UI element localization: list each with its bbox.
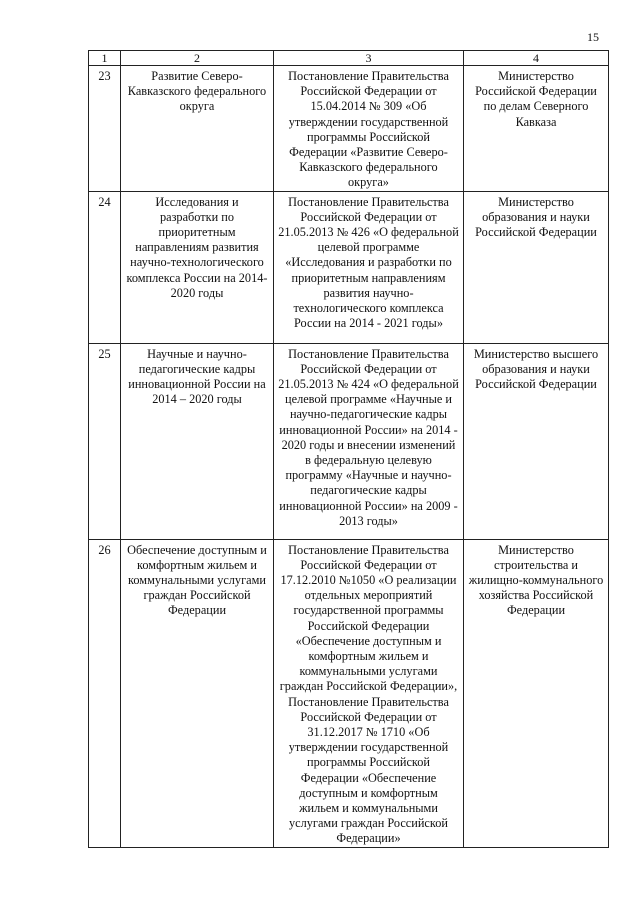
responsible-ministry: Министерство Российской Федерации по делам Северного Кавказа [464,66,609,192]
program-name: Развитие Северо-Кавказского федерального округа [121,66,274,192]
table-row [89,343,609,539]
column-header: 3 [274,51,464,66]
table-row [89,66,609,192]
responsible-ministry: Министерство высшего образования и науки Российской Федерации [464,343,609,539]
page-number: 15 [587,30,599,44]
column-header: 1 [89,51,121,66]
column-header: 4 [464,51,609,66]
table-header-row [89,51,609,66]
row-number: 26 [89,539,121,847]
legal-act: Постановление Правительства Российской Федерации от 21.05.2013 № 424 «О федеральной целевой программе «Научные и научно-педагогические кадры инновационной России» на 2014 - 2020 годы и внесении изменений в федеральную целевую программу «Научные и научно-педагогические кадры инновационной России» на 2009 - 2013 годы» [274,343,464,539]
row-number: 25 [89,343,121,539]
legal-act: Постановление Правительства Российской Федерации от 17.12.2010 №1050 «О реализации отдельных мероприятий государственной программы Российской Федерации «Обеспечение доступным и комфортным жильем и коммунальными услугами граждан Российской Федерации», Постановление Правительства Российской Федерации от 31.12.2017 № 1710 «Об утверждении государственной программы Российской Федерации «Обеспечение доступным и комфортным жильем и коммунальными услугами граждан Российской Федерации» [274,539,464,847]
row-number: 24 [89,191,121,343]
program-name: Научные и научно-педагогические кадры инновационной России на 2014 – 2020 годы [121,343,274,539]
legal-act: Постановление Правительства Российской Федерации от 15.04.2014 № 309 «Об утверждении государственной программы Российской Федерации «Развитие Северо-Кавказского федерального округа» [274,66,464,192]
legal-act: Постановление Правительства Российской Федерации от 21.05.2013 № 426 «О федеральной целевой программе «Исследования и разработки по приоритетным направлениям развития научно-технологического комплекса России на 2014 - 2021 годы» [274,191,464,343]
program-name: Обеспечение доступным и комфортным жильем и коммунальными услугами граждан Российской Федерации [121,539,274,847]
responsible-ministry: Министерство строительства и жилищно-коммунального хозяйства Российской Федерации [464,539,609,847]
programs-table [88,50,609,848]
column-header: 2 [121,51,274,66]
responsible-ministry: Министерство образования и науки Российской Федерации [464,191,609,343]
table-row [89,539,609,847]
table-row [89,191,609,343]
program-name: Исследования и разработки по приоритетным направлениям развития научно-технологического комплекса России на 2014-2020 годы [121,191,274,343]
row-number: 23 [89,66,121,192]
